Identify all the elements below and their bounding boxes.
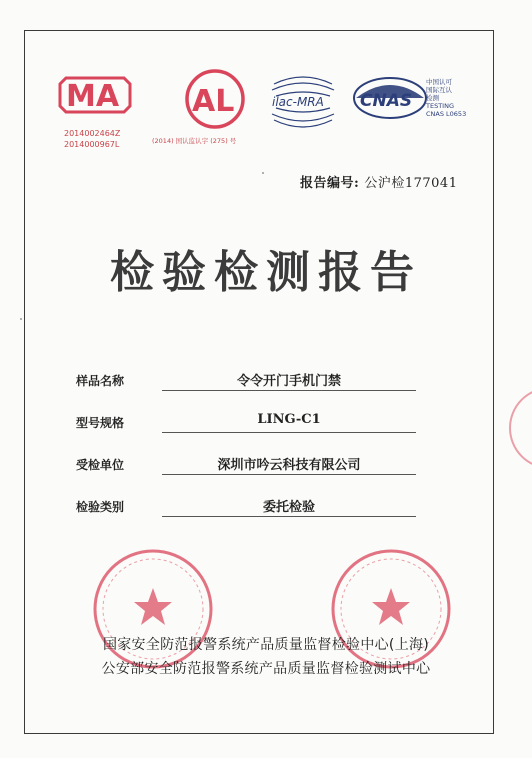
- cma-code-2: 2014000967L: [64, 140, 120, 149]
- partial-seal-icon: [500, 378, 532, 478]
- field-underline: [162, 516, 416, 517]
- institution-name-1: 国家安全防范报警系统产品质量监督检验中心(上海): [102, 637, 430, 653]
- field-underline: [162, 432, 416, 433]
- cnas-accreditation-text: [426, 78, 486, 118]
- ilac-mra-logo-icon: [266, 70, 340, 134]
- cnas-line-5: CNAS L0653: [426, 110, 467, 118]
- field-underline: [162, 474, 416, 475]
- field-value: 委托检验: [262, 500, 315, 515]
- field-label: 受检单位: [76, 458, 125, 472]
- field-sample-name: [76, 372, 416, 396]
- report-number-label: 报告编号:: [300, 176, 360, 191]
- scan-speck: [262, 172, 264, 174]
- field-label: 样品名称: [76, 374, 125, 388]
- report-number: [300, 172, 457, 191]
- cma-logo-icon: [52, 70, 134, 120]
- cal-logo-icon: [170, 66, 260, 132]
- cnas-line-3: 检测: [426, 94, 439, 102]
- cma-code-1: 2014002464Z: [64, 129, 121, 138]
- field-model: [76, 414, 416, 438]
- cma-codes: [64, 128, 120, 150]
- field-inspected-unit: [76, 456, 416, 480]
- cma-logo-text: MA: [66, 79, 120, 114]
- page-title: 检验检测报告: [110, 247, 422, 298]
- field-label: 型号规格: [76, 416, 125, 430]
- cal-logo-text: AL: [192, 84, 235, 119]
- field-value: 深圳市吟云科技有限公司: [217, 458, 361, 473]
- cnas-line-4: TESTING: [426, 102, 454, 110]
- field-label: 检验类别: [76, 500, 125, 514]
- report-number-value: 公沪检177041: [364, 176, 458, 191]
- field-underline: [162, 390, 416, 391]
- cnas-logo-text: CNAS: [360, 91, 413, 111]
- scan-speck: [20, 318, 22, 320]
- cnas-logo-icon: [352, 76, 428, 120]
- cal-code: (2014) 国认监认字 (275) 号: [152, 137, 237, 145]
- cnas-line-1: 中国认可: [426, 78, 452, 86]
- field-value: LING-C1: [257, 412, 321, 427]
- ilac-logo-text: ilac-MRA: [272, 95, 324, 109]
- field-value: 令令开门手机门禁: [236, 374, 341, 389]
- field-inspection-type: [76, 498, 416, 522]
- cnas-line-2: 国际互认: [426, 86, 452, 94]
- institution-name-2: 公安部安全防范报警系统产品质量监督检验测试中心: [101, 661, 431, 677]
